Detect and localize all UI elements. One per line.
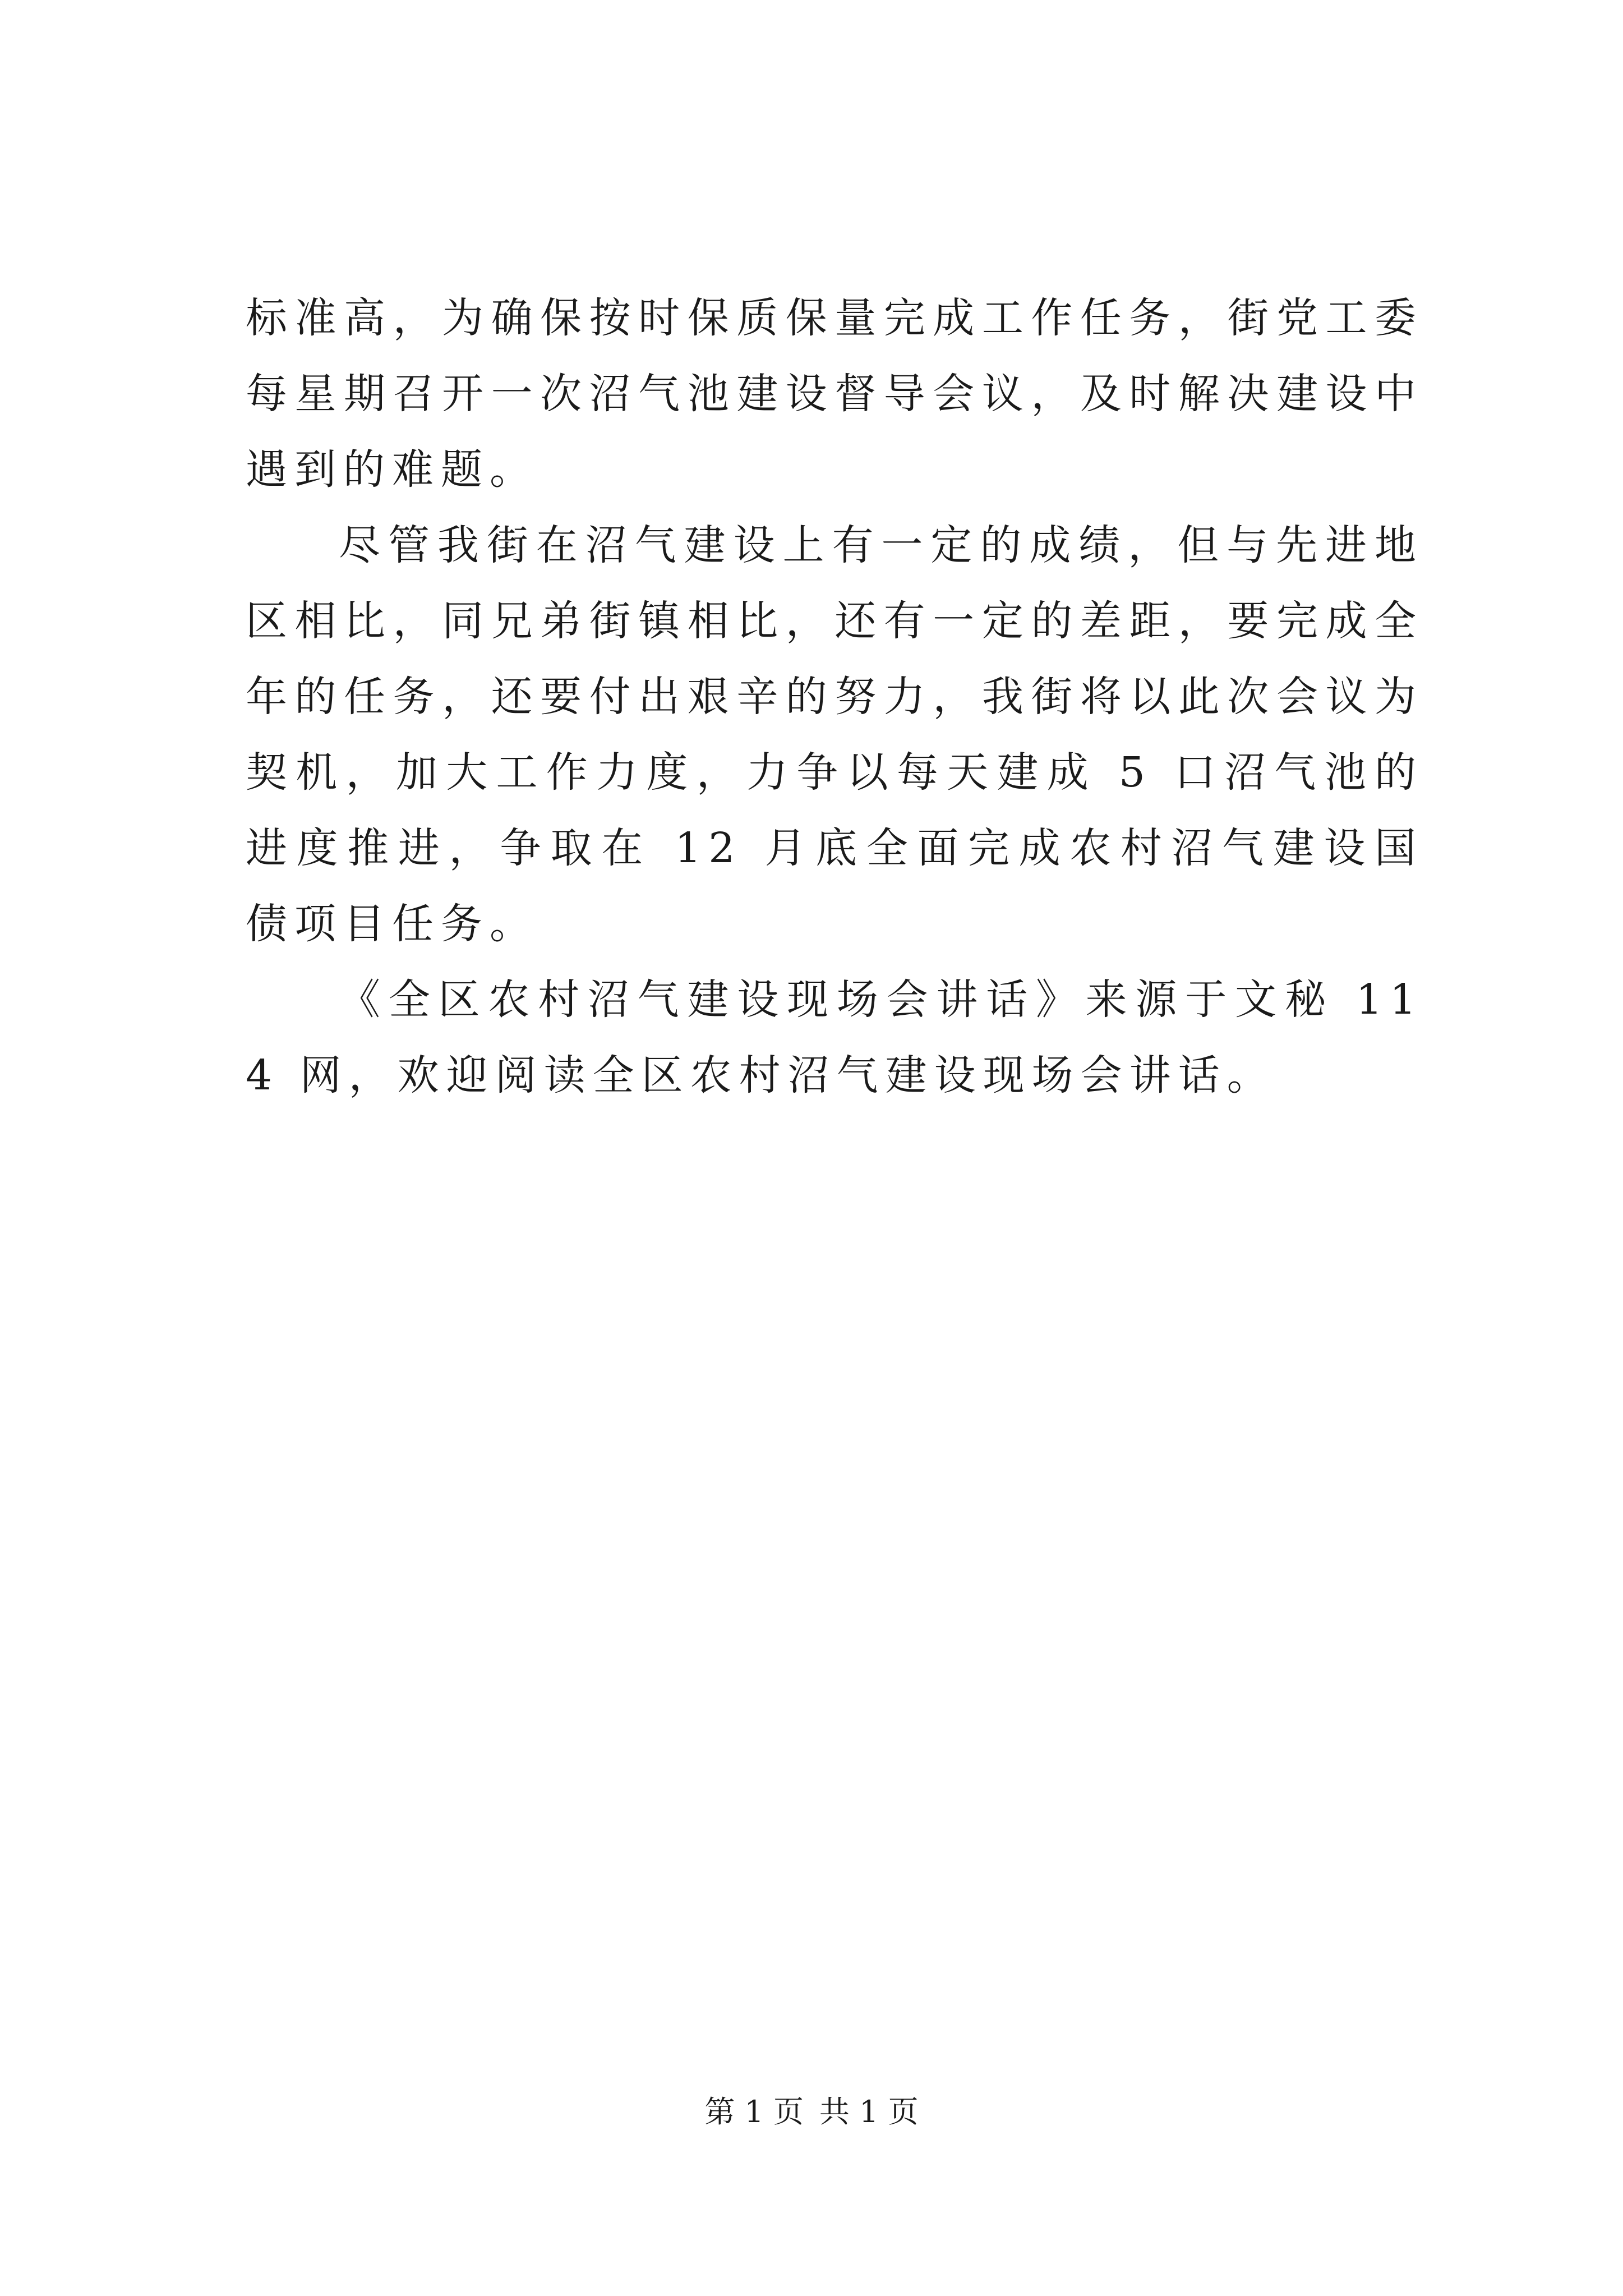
page-number-current: 第 1 页 [704,2094,804,2129]
paragraph-1: 标准高，为确保按时保质保量完成工作任务，街党工委每星期召开一次沼气池建设督导会议，及时解决建设中遇到的难题。 [246,294,1423,494]
paragraph-3: 《全区农村沼气建设现场会讲话》来源于文秘 114 网，欢迎阅读全区农村沼气建设现场会讲话。 [246,976,1423,1099]
document-body [246,280,1423,1114]
paragraph-2: 尽管我街在沼气建设上有一定的成绩，但与先进地区相比，同兄弟街镇相比，还有一定的差距，要完成全年的任务，还要付出艰辛的努力，我街将以此次会议为契机，加大工作力度，力争以每天建成 5 口沼气池的进度推进，争取在 12 月底全面完成农村沼气建设国债项目任务。 [246,521,1423,948]
page-number-total: 共 1 页 [819,2094,919,2129]
page-footer [0,2092,1623,2132]
